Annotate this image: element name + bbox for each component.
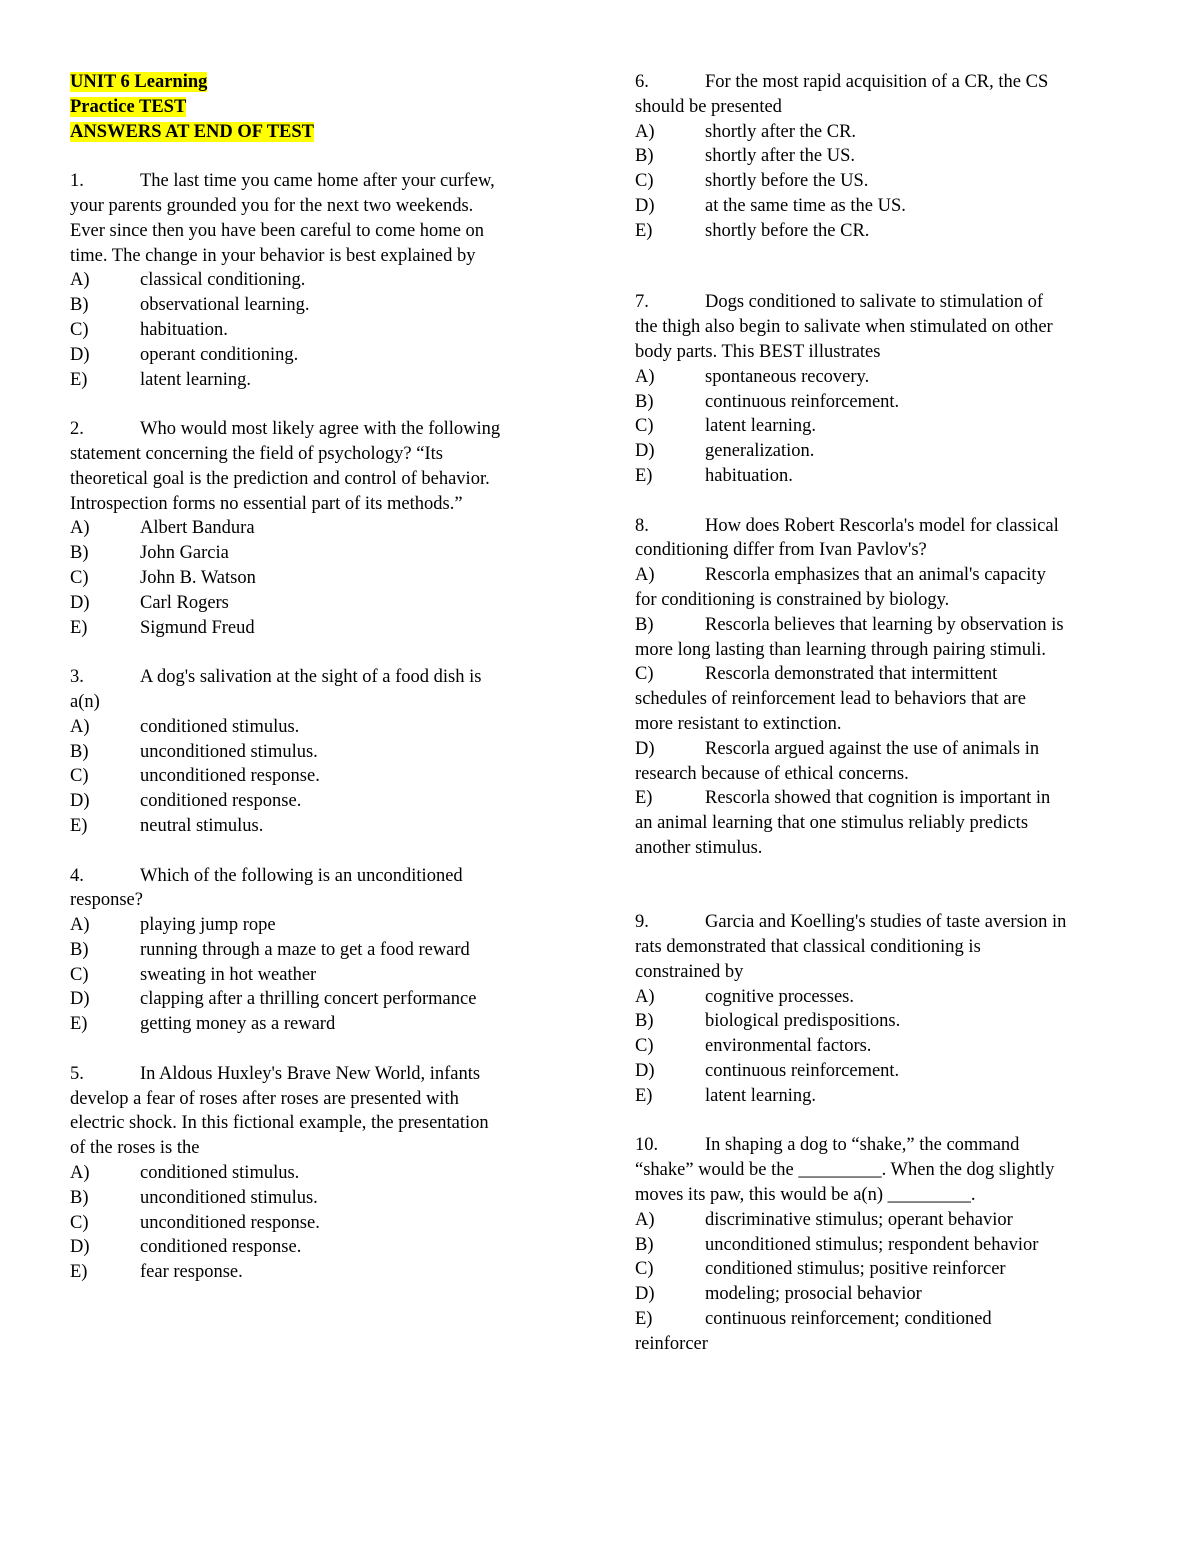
question-7 [635, 290, 1135, 488]
answer-option: E) neutral stimulus. [70, 815, 264, 836]
question-text: a(n) [70, 691, 100, 712]
answer-option: D) at the same time as the US. [635, 195, 906, 216]
question-text: A dog's salivation at the sight of a food dish is [140, 667, 482, 688]
question-text: response? [70, 890, 143, 911]
question-number: 4. [70, 865, 84, 886]
question-text: Which of the following is an unconditioned [140, 865, 463, 886]
question-number: 1. [70, 171, 84, 192]
question-6 [635, 70, 1135, 244]
left-column [70, 70, 570, 1285]
header-subtitle: Practice TEST [70, 96, 187, 117]
question-number: 8. [635, 515, 649, 536]
question-5 [70, 1062, 570, 1285]
answer-option-continued: more long lasting than learning through pairing stimuli. [635, 639, 1047, 660]
question-text: body parts. This BEST illustrates [635, 341, 881, 362]
answer-option: E) Sigmund Freud [70, 617, 255, 638]
question-text: rats demonstrated that classical conditioning is [635, 937, 981, 958]
answer-option-continued: more resistant to extinction. [635, 713, 842, 734]
question-number: 9. [635, 912, 649, 933]
question-text: Dogs conditioned to salivate to stimulation of [705, 292, 1044, 313]
answer-option: A) playing jump rope [70, 915, 276, 936]
question-1 [70, 169, 570, 392]
answer-option: D) Carl Rogers [70, 592, 229, 613]
question-text: statement concerning the field of psychology? “Its [70, 443, 443, 464]
question-text: “shake” would be the _________. When the dog slightly [635, 1160, 1055, 1181]
answer-option: A) discriminative stimulus; operant behavior [635, 1209, 1013, 1230]
answer-option: D) Rescorla argued against the use of animals in [635, 738, 1040, 759]
answer-option: E) fear response. [70, 1262, 243, 1283]
question-text: moves its paw, this would be a(n) _________. [635, 1185, 976, 1206]
answer-option: B) shortly after the US. [635, 146, 856, 167]
question-text: Garcia and Koelling's studies of taste aversion in [705, 912, 1067, 933]
answer-option: E) Rescorla showed that cognition is important in [635, 788, 1051, 809]
answer-option: B) unconditioned stimulus. [70, 741, 318, 762]
answer-option: B) running through a maze to get a food reward [70, 939, 470, 960]
question-text: electric shock. In this fictional example, the presentation [70, 1113, 489, 1134]
document-header [70, 70, 570, 144]
question-10 [635, 1133, 1135, 1356]
question-text: the thigh also begin to salivate when stimulated on other [635, 317, 1053, 338]
question-text: Introspection forms no essential part of its methods.” [70, 493, 463, 514]
question-text: For the most rapid acquisition of a CR, the CS [705, 72, 1049, 92]
question-text: How does Robert Rescorla's model for classical [705, 515, 1059, 536]
question-number: 3. [70, 667, 84, 688]
answer-option: A) classical conditioning. [70, 270, 306, 291]
question-8 [635, 514, 1135, 861]
answer-option: C) sweating in hot weather [70, 964, 317, 985]
answer-option: C) unconditioned response. [70, 1212, 320, 1233]
answer-option: D) conditioned response. [70, 791, 302, 812]
answer-option-continued: research because of ethical concerns. [635, 763, 909, 784]
question-number: 7. [635, 292, 649, 313]
question-2 [70, 417, 570, 640]
question-4 [70, 864, 570, 1038]
question-text: theoretical goal is the prediction and control of behavior. [70, 468, 490, 489]
answer-option: D) conditioned response. [70, 1237, 302, 1258]
question-number: 6. [635, 72, 649, 92]
answer-option-continued: an animal learning that one stimulus reliably predicts [635, 813, 1029, 834]
question-text: conditioning differ from Ivan Pavlov's? [635, 540, 927, 561]
answer-option-continued: reinforcer [635, 1333, 708, 1354]
answer-option: C) environmental factors. [635, 1036, 872, 1057]
answer-option: A) spontaneous recovery. [635, 366, 870, 387]
answer-option: D) modeling; prosocial behavior [635, 1284, 922, 1305]
question-text: constrained by [635, 961, 744, 982]
answer-option: D) operant conditioning. [70, 344, 299, 365]
answer-option: B) biological predispositions. [635, 1011, 901, 1032]
question-text: your parents grounded you for the next two weekends. [70, 195, 474, 216]
answer-option: D) clapping after a thrilling concert performance [70, 989, 477, 1010]
answer-option: C) shortly before the US. [635, 171, 869, 192]
answer-option: B) continuous reinforcement. [635, 391, 900, 412]
answer-option: C) Rescorla demonstrated that intermittent [635, 664, 998, 685]
answer-option: B) unconditioned stimulus; respondent behavior [635, 1234, 1039, 1255]
question-text: In shaping a dog to “shake,” the command [705, 1135, 1020, 1156]
answer-option: A) shortly after the CR. [635, 121, 857, 142]
question-text: Ever since then you have been careful to come home on [70, 220, 485, 241]
answer-option: E) latent learning. [70, 369, 251, 390]
answer-option: A) conditioned stimulus. [70, 1163, 300, 1184]
question-text: time. The change in your behavior is best explained by [70, 245, 476, 266]
answer-option: C) conditioned stimulus; positive reinforcer [635, 1259, 1006, 1280]
answer-option: A) cognitive processes. [635, 986, 854, 1007]
answer-option: C) unconditioned response. [70, 766, 320, 787]
right-column [635, 70, 1135, 1357]
answer-option: A) Rescorla emphasizes that an animal's capacity [635, 565, 1046, 586]
answer-option: B) unconditioned stimulus. [70, 1187, 318, 1208]
answer-option: C) John B. Watson [70, 567, 256, 588]
answer-option: E) habituation. [635, 465, 793, 486]
answer-option: E) getting money as a reward [70, 1014, 336, 1035]
answer-option: A) conditioned stimulus. [70, 716, 300, 737]
question-9 [635, 910, 1135, 1108]
question-text: of the roses is the [70, 1138, 200, 1159]
question-text: should be presented [635, 96, 782, 117]
answer-option: E) shortly before the CR. [635, 220, 870, 241]
answer-option: C) habituation. [70, 319, 228, 340]
header-note: ANSWERS AT END OF TEST [70, 121, 315, 142]
header-title: UNIT 6 Learning [70, 72, 208, 92]
question-text: The last time you came home after your curfew, [140, 171, 495, 192]
question-text: develop a fear of roses after roses are presented with [70, 1088, 459, 1109]
answer-option-continued: for conditioning is constrained by biology. [635, 589, 950, 610]
question-3 [70, 665, 570, 839]
question-number: 10. [635, 1135, 659, 1156]
answer-option: B) observational learning. [70, 295, 310, 316]
answer-option: B) Rescorla believes that learning by observation is [635, 614, 1064, 635]
answer-option: E) continuous reinforcement; conditioned [635, 1309, 992, 1330]
answer-option: E) latent learning. [635, 1085, 816, 1106]
question-number: 2. [70, 419, 84, 440]
question-text: Who would most likely agree with the following [140, 419, 501, 440]
question-number: 5. [70, 1063, 84, 1084]
answer-option: A) Albert Bandura [70, 518, 255, 539]
answer-option: D) continuous reinforcement. [635, 1061, 900, 1082]
answer-option: C) latent learning. [635, 416, 816, 437]
answer-option: B) John Garcia [70, 543, 229, 564]
answer-option-continued: another stimulus. [635, 837, 763, 858]
question-text: In Aldous Huxley's Brave New World, infants [140, 1063, 481, 1084]
answer-option: D) generalization. [635, 441, 815, 462]
answer-option-continued: schedules of reinforcement lead to behaviors that are [635, 689, 1026, 710]
